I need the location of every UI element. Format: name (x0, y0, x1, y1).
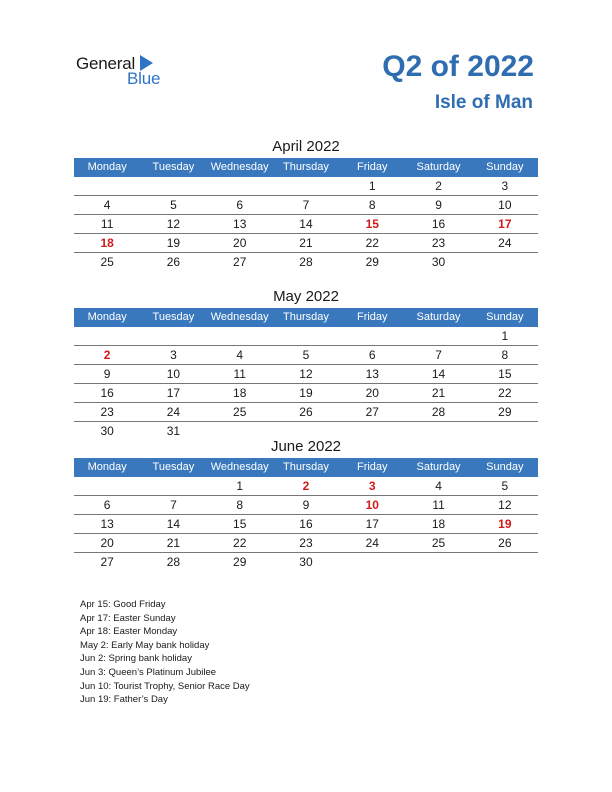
logo-word-blue: Blue (127, 69, 161, 88)
holiday-note: Jun 3: Queen’s Platinum Jubilee (80, 666, 217, 678)
day-cell: 26 (498, 536, 512, 550)
day-cell: 9 (435, 198, 442, 212)
empty-day-cell (74, 177, 140, 195)
day-cell: 9 (302, 498, 310, 512)
day-cell: 12 (498, 498, 512, 512)
holiday-note: Jun 19: Father’s Day (80, 694, 168, 706)
day-cell: 11 (100, 217, 114, 231)
day-cell: 10 (166, 367, 181, 381)
day-cell: 27 (100, 555, 114, 569)
day-cell: 12 (299, 367, 313, 381)
weekday-label: Tuesday (152, 161, 195, 173)
weekday-header (74, 308, 538, 327)
weekday-label: Sunday (486, 461, 524, 473)
day-cell: 9 (103, 367, 111, 381)
day-cell: 11 (233, 367, 246, 381)
week-row (74, 515, 538, 534)
weekday-label: Saturday (416, 311, 461, 323)
week-row (74, 215, 538, 234)
empty-day-cell (405, 327, 471, 345)
day-cell: 29 (233, 555, 247, 569)
empty-day-cell (140, 477, 206, 495)
week-row (74, 496, 538, 515)
day-cell: 27 (233, 255, 247, 269)
week-row (74, 384, 538, 403)
weekday-label: Sunday (486, 161, 524, 173)
day-cell: 17 (365, 517, 379, 531)
day-cell: 21 (431, 386, 446, 400)
day-cell: 5 (170, 198, 177, 212)
day-cell: 25 (100, 255, 114, 269)
empty-day-cell (74, 477, 140, 495)
week-row (74, 477, 538, 496)
holiday-note: Apr 18: Easter Monday (80, 626, 178, 638)
holiday-notes (80, 598, 250, 707)
day-cell: 21 (299, 236, 313, 250)
day-cell: 13 (365, 367, 379, 381)
day-cell: 21 (166, 536, 181, 550)
empty-day-cell (339, 553, 405, 571)
empty-day-cell (273, 327, 339, 345)
logo (76, 54, 186, 88)
day-cell: 6 (368, 348, 376, 362)
day-cell: 7 (302, 198, 310, 212)
weekday-label: Thursday (283, 461, 329, 473)
weekday-label: Wednesday (210, 461, 269, 473)
day-cell: 22 (233, 536, 247, 550)
empty-day-cell (74, 327, 140, 345)
weekday-label: Thursday (283, 161, 329, 173)
calendar-month-april (74, 136, 538, 271)
month-title: June 2022 (270, 438, 342, 455)
holiday-note: Jun 10: Tourist Trophy, Senior Race Day (80, 680, 250, 692)
weekday-label: Sunday (486, 311, 524, 323)
logo-word-general: General (76, 54, 136, 73)
day-cell: 14 (431, 367, 446, 381)
weekday-label: Wednesday (210, 161, 269, 173)
week-row (74, 234, 538, 253)
day-cell: 15 (233, 517, 247, 531)
week-row (74, 196, 538, 215)
day-cell: 20 (233, 236, 247, 250)
region-title: Isle of Man (434, 92, 533, 113)
empty-day-cell (207, 327, 273, 345)
day-cell: 30 (299, 555, 313, 569)
day-cell: 20 (365, 386, 379, 400)
weekday-label: Saturday (416, 161, 461, 173)
day-cell: 28 (299, 255, 313, 269)
day-cell: 29 (498, 405, 512, 419)
empty-day-cell (207, 177, 273, 195)
weekday-label: Wednesday (210, 311, 269, 323)
holiday-note: Apr 17: Easter Sunday (80, 612, 176, 624)
weekday-label: Tuesday (152, 461, 195, 473)
day-cell: 15 (365, 217, 379, 231)
day-cell: 7 (435, 348, 442, 362)
day-cell: 8 (501, 348, 509, 362)
day-cell: 19 (498, 517, 512, 531)
empty-day-cell (405, 553, 471, 571)
weekday-label: Saturday (416, 461, 461, 473)
week-row (74, 346, 538, 365)
day-cell: 25 (431, 536, 446, 550)
day-cell: 27 (365, 405, 379, 419)
week-row (74, 553, 538, 571)
empty-day-cell (140, 177, 206, 195)
day-cell: 22 (365, 236, 379, 250)
weekday-header (74, 158, 538, 177)
day-cell: 23 (431, 236, 446, 250)
day-cell: 14 (299, 217, 313, 231)
holiday-note: Jun 2: Spring bank holiday (80, 653, 192, 665)
day-cell: 13 (233, 217, 247, 231)
day-cell: 28 (431, 405, 446, 419)
day-cell: 24 (498, 236, 512, 250)
day-cell: 19 (299, 386, 313, 400)
day-cell: 26 (299, 405, 313, 419)
week-row (74, 327, 538, 346)
day-cell: 24 (365, 536, 379, 550)
empty-day-cell (472, 553, 538, 571)
day-cell: 1 (236, 479, 244, 493)
empty-day-cell (339, 327, 405, 345)
day-cell: 1 (368, 179, 376, 193)
week-row (74, 403, 538, 422)
day-cell: 29 (365, 255, 379, 269)
day-cell: 12 (166, 217, 181, 231)
day-cell: 28 (166, 555, 181, 569)
day-cell: 6 (103, 498, 111, 512)
week-row (74, 253, 538, 271)
day-cell: 3 (501, 179, 509, 193)
day-cell: 20 (100, 536, 114, 550)
day-cell: 30 (431, 255, 446, 269)
day-cell: 22 (498, 386, 512, 400)
day-cell: 8 (236, 498, 244, 512)
day-cell: 23 (100, 405, 114, 419)
day-cell: 18 (233, 386, 247, 400)
weekday-label: Monday (87, 461, 127, 473)
weekday-header (74, 458, 538, 477)
day-cell: 18 (431, 517, 446, 531)
day-cell: 1 (501, 329, 509, 343)
day-cell: 26 (166, 255, 181, 269)
day-cell: 25 (233, 405, 247, 419)
day-cell: 3 (368, 479, 376, 493)
day-cell: 11 (432, 498, 445, 512)
day-cell: 10 (365, 498, 379, 512)
day-cell: 5 (501, 479, 509, 493)
week-row (74, 177, 538, 196)
day-cell: 4 (236, 348, 244, 362)
day-cell: 16 (100, 386, 114, 400)
day-cell: 3 (170, 348, 177, 362)
day-cell: 31 (166, 424, 181, 438)
day-cell: 17 (498, 217, 512, 231)
day-cell: 5 (302, 348, 310, 362)
month-title: April 2022 (272, 138, 340, 155)
calendar-month-june (74, 436, 538, 571)
day-cell: 4 (435, 479, 442, 493)
week-row (74, 365, 538, 384)
day-cell: 13 (100, 517, 114, 531)
day-cell: 19 (166, 236, 181, 250)
day-cell: 17 (166, 386, 181, 400)
weekday-label: Friday (356, 461, 388, 473)
day-cell: 30 (100, 424, 114, 438)
holiday-note: May 2: Early May bank holiday (80, 639, 210, 651)
weekday-label: Friday (356, 161, 388, 173)
day-cell: 4 (103, 198, 111, 212)
day-cell: 23 (299, 536, 313, 550)
day-cell: 14 (166, 517, 181, 531)
weekday-label: Monday (87, 311, 127, 323)
month-title: May 2022 (273, 288, 339, 305)
day-cell: 18 (100, 236, 114, 250)
empty-day-cell (273, 177, 339, 195)
holiday-note: Apr 15: Good Friday (80, 599, 166, 610)
weekday-label: Friday (356, 311, 388, 323)
day-cell: 6 (236, 198, 244, 212)
page-title: Q2 of 2022 (382, 50, 534, 83)
day-cell: 2 (302, 479, 310, 493)
calendar-month-may (74, 286, 538, 440)
day-cell: 2 (435, 179, 442, 193)
day-cell: 16 (431, 217, 446, 231)
day-cell: 8 (368, 198, 376, 212)
week-row (74, 534, 538, 553)
day-cell: 24 (166, 405, 181, 419)
day-cell: 7 (170, 498, 177, 512)
weekday-label: Thursday (283, 311, 329, 323)
day-cell: 16 (299, 517, 313, 531)
empty-day-cell (140, 327, 206, 345)
weekday-label: Tuesday (152, 311, 195, 323)
weekday-label: Monday (87, 161, 127, 173)
day-cell: 15 (498, 367, 512, 381)
day-cell: 2 (103, 348, 111, 362)
empty-day-cell (472, 253, 538, 271)
day-cell: 10 (498, 198, 512, 212)
